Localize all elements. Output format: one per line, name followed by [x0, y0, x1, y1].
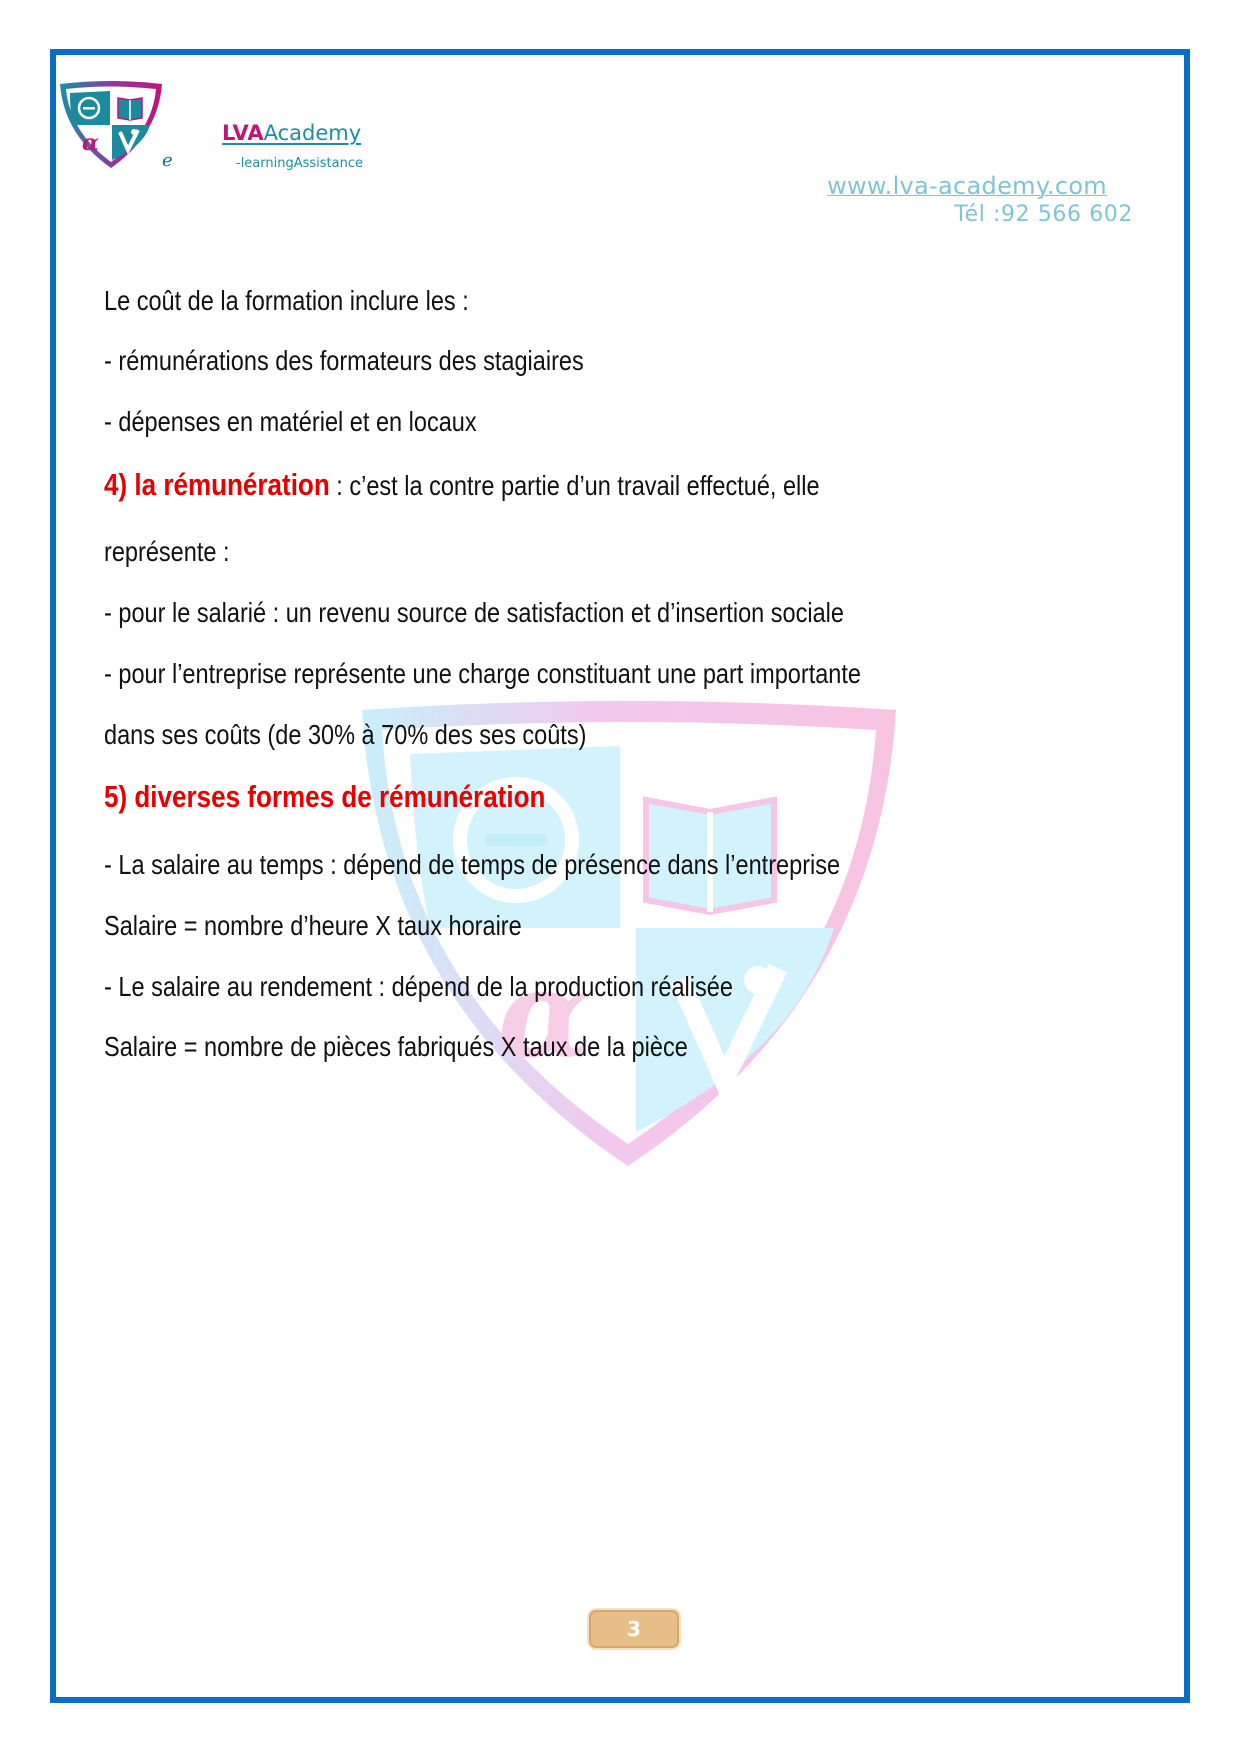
text-line-cost-item-2: - dépenses en matériel et en locaux — [104, 406, 477, 437]
text-line-cost-intro: Le coût de la formation inclure les : — [104, 285, 469, 316]
section-4-heading: 4) la rémunération — [104, 467, 330, 502]
lva-academy-logo — [58, 80, 164, 170]
formula-salaire-temps: Salaire = nombre d’heure X taux horaire — [104, 910, 522, 941]
text-line-couts: dans ses coûts (de 30% à 70% des ses coûts) — [104, 719, 587, 750]
text-line-salaire-temps: - La salaire au temps : dépend de temps de présence dans l’entreprise — [104, 849, 841, 880]
formula-salaire-rendement: Salaire = nombre de pièces fabriqués X taux de la pièce — [104, 1031, 688, 1062]
svg-text:α: α — [498, 944, 591, 1085]
phone-number: Tél :92 566 602 — [954, 202, 1133, 227]
logo-e-letter: e — [162, 150, 173, 171]
section-4-line — [104, 468, 820, 503]
website-link[interactable]: www.lva-academy.com — [827, 172, 1107, 200]
text-line-salaire-rendement: - Le salaire au rendement : dépend de la production réalisée — [104, 971, 733, 1002]
brand-lva: LVA — [222, 121, 264, 145]
brand-tagline: -learningAssistance — [236, 156, 363, 171]
section-5-line — [104, 780, 545, 815]
brand-name[interactable] — [222, 121, 361, 145]
svg-text:α: α — [82, 130, 99, 156]
text-line-cost-item-1: - rémunérations des formateurs des stagiaires — [104, 345, 584, 376]
text-line-represente: représente : — [104, 536, 230, 567]
text-line-entreprise: - pour l’entreprise représente une charge constituant une part importante — [104, 658, 862, 689]
text-line-salarie: - pour le salarié : un revenu source de satisfaction et d’insertion sociale — [104, 597, 844, 628]
brand-academy: Academy — [263, 121, 362, 145]
section-4-definition: : c’est la contre partie d’un travail effectué, elle — [329, 470, 820, 501]
section-5-heading: 5) diverses formes de rémunération — [104, 779, 546, 814]
page-number-badge: 3 — [589, 1610, 679, 1648]
